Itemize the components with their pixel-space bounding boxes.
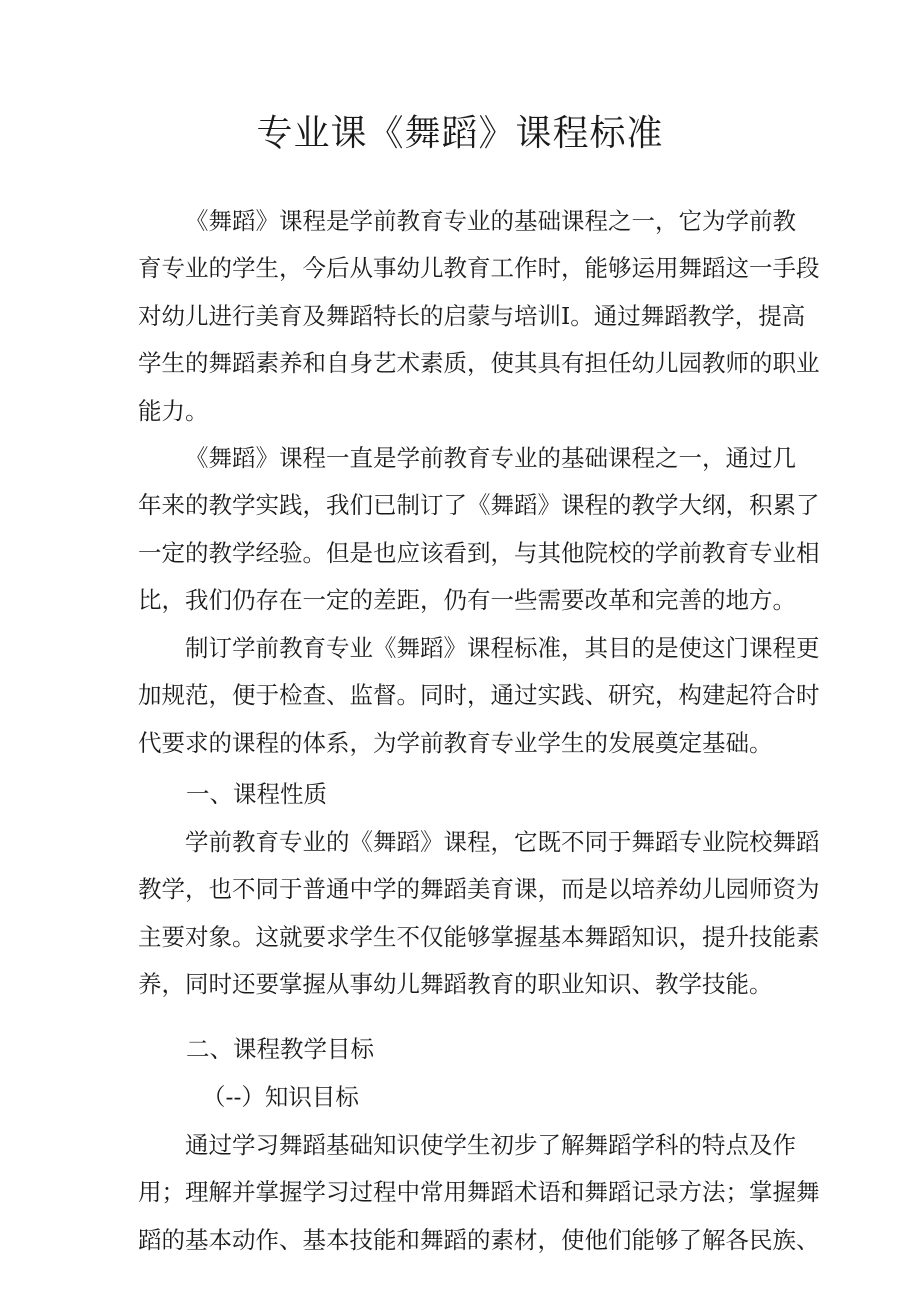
text-line: 学生的舞蹈素养和自身艺术素质，使其具有担任幼儿园教师的职业 [138,349,820,378]
text-line: 养，同时还要掌握从事幼儿舞蹈教育的职业知识、教学技能。 [138,970,773,999]
text-line: 《舞蹈》课程是学前教育专业的基础课程之一，它为学前教 [185,207,796,235]
text-line: 年来的教学实践，我们已制订了《舞蹈》课程的教学大纲，积累了 [138,491,820,520]
text-line: 用；理解并掌握学习过程中常用舞蹈术语和舞蹈记录方法；掌握舞 [138,1178,820,1207]
text-line: 一定的教学经验。但是也应该看到，与其他院校的学前教育专业相 [138,538,820,567]
text-line: 学前教育专业的《舞蹈》课程，它既不同于舞蹈专业院校舞蹈 [185,828,820,856]
paragraph-purpose [138,625,818,767]
text-line: 能力。 [138,396,209,425]
text-line: 《舞蹈》课程一直是学前教育专业的基础课程之一，通过几 [185,444,796,472]
text-line: 制订学前教育专业《舞蹈》课程标准，其目的是使这门课程更 [185,634,820,662]
text-line: 加规范，便于检查、监督。同时，通过实践、研究，构建起符合时 [138,681,820,710]
text-line: 教学，也不同于普通中学的舞蹈美育课，而是以培养幼儿园师资为 [138,875,820,904]
paragraph-knowledge [138,1122,818,1264]
text-line: 对幼儿进行美育及舞蹈特长的启蒙与培训I。通过舞蹈教学，提高 [138,301,806,330]
text-line: 比，我们仍存在一定的差距，仍有一些需要改革和完善的地方。 [138,586,796,615]
paragraph-intro [138,198,818,435]
text-line: 主要对象。这就要求学生不仅能够掌握基本舞蹈知识，提升技能素 [138,922,820,951]
section-heading-goals: 二、课程教学目标 [186,1035,374,1063]
text-line: 蹈的基本动作、基本技能和舞蹈的素材，使他们能够了解各民族、 [138,1225,820,1254]
paragraph-nature [138,819,818,1009]
paragraph-history [138,435,818,625]
text-line: 代要求的课程的体系，为学前教育专业学生的发展奠定基础。 [138,728,773,757]
text-line: 通过学习舞蹈基础知识使学生初步了解舞蹈学科的特点及作 [185,1131,796,1159]
text-line: 育专业的学生，今后从事幼儿教育工作时，能够运用舞蹈这一手段 [138,254,820,283]
section-heading-nature: 一、课程性质 [186,780,327,808]
subsection-heading-knowledge: （--）知识目标 [202,1083,359,1111]
document-title: 专业课《舞蹈》课程标准 [256,113,664,154]
